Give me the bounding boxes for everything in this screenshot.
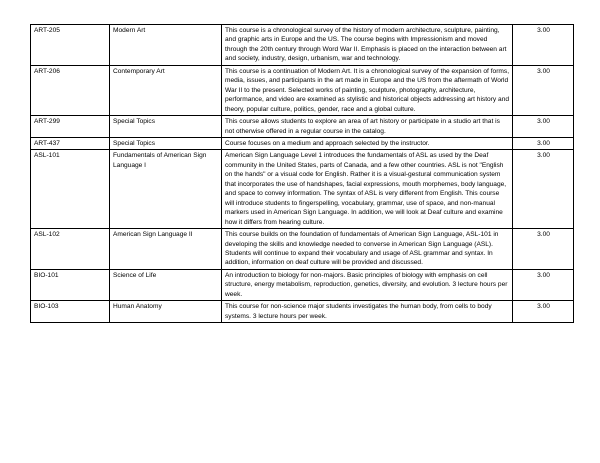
course-code: ART-205 [31,25,110,66]
table-row [31,116,574,138]
course-description: This course allows students to explore an area of art history or participate in a studio art that is not otherwise offered in a regular course in the catalog. [222,116,513,138]
table-row [31,229,574,270]
course-code: ART-206 [31,65,110,115]
course-description: This course is a continuation of Modern Art. It is a chronological survey of the expansion of forms, media, issues, and participants in the art made in Europe and the US from the aftermath of World War II to the present. Selected works of painting, sculpture, photography, architecture, performance, and video are examined as stylistic and historical objects addressing art history and theory, popular culture, politics, gender, race and a global culture. [222,65,513,115]
course-title: Modern Art [110,25,222,66]
course-code: ASL-102 [31,229,110,270]
course-description: Course focuses on a medium and approach selected by the instructor. [222,137,513,149]
course-title: Contemporary Art [110,65,222,115]
course-credits: 3.00 [513,269,574,300]
table-row [31,137,574,149]
course-description: This course builds on the foundation of fundamentals of American Sign Language, ASL-101 in developing the skills and knowledge needed to converse in American Sign Language (ASL). Students will continue to expand their vocabulary and usage of ASL grammar and syntax. In addition, information on deaf culture will be provided and discussed. [222,229,513,270]
course-title: Special Topics [110,116,222,138]
course-code: BIO-101 [31,269,110,300]
table-row [31,150,574,229]
table-row [31,301,574,323]
course-credits: 3.00 [513,25,574,66]
table-row [31,65,574,115]
course-credits: 3.00 [513,65,574,115]
course-title: Fundamentals of American Sign Language I [110,150,222,229]
course-code: ASL-101 [31,150,110,229]
course-title: Science of Life [110,269,222,300]
course-table [30,24,574,323]
course-credits: 3.00 [513,137,574,149]
course-credits: 3.00 [513,116,574,138]
table-row [31,25,574,66]
course-code: ART-437 [31,137,110,149]
course-credits: 3.00 [513,301,574,323]
course-description: American Sign Language Level 1 introduces the fundamentals of ASL as used by the Deaf community in the United States, parts of Canada, and a few other countries. ASL is not "English on the hands" or a visual code for English. Rather it is a visual-gestural communication system that incorporates the use of handshapes, facial expressions, mouth morphemes, body language, and space to convey information. The syntax of ASL is very different from English. This course will introduce students to fingerspelling, vocabulary, grammar, use of space, and non-manual markers used in American Sign Language. In addition, we will look at Deaf culture and examine how it differs from hearing culture. [222,150,513,229]
course-description: An introduction to biology for non-majors. Basic principles of biology with emphasis on cell structure, energy metabolism, reproduction, genetics, diversity, and evolution. 3 lecture hours per week. [222,269,513,300]
course-credits: 3.00 [513,150,574,229]
table-row [31,269,574,300]
course-title: Human Anatomy [110,301,222,323]
course-description: This course is a chronological survey of the history of modern architecture, sculpture, painting, and graphic arts in Europe and the US. The course begins with Impressionism and moved through the 20th century through Word War II. Emphasis is placed on the interaction between art and society, industry, design, urbanism, war and technology. [222,25,513,66]
course-description: This course for non-science major students investigates the human body, from cells to body systems. 3 lecture hours per week. [222,301,513,323]
course-title: Special Topics [110,137,222,149]
course-title: American Sign Language II [110,229,222,270]
course-credits: 3.00 [513,229,574,270]
course-code: ART-299 [31,116,110,138]
course-code: BIO-103 [31,301,110,323]
